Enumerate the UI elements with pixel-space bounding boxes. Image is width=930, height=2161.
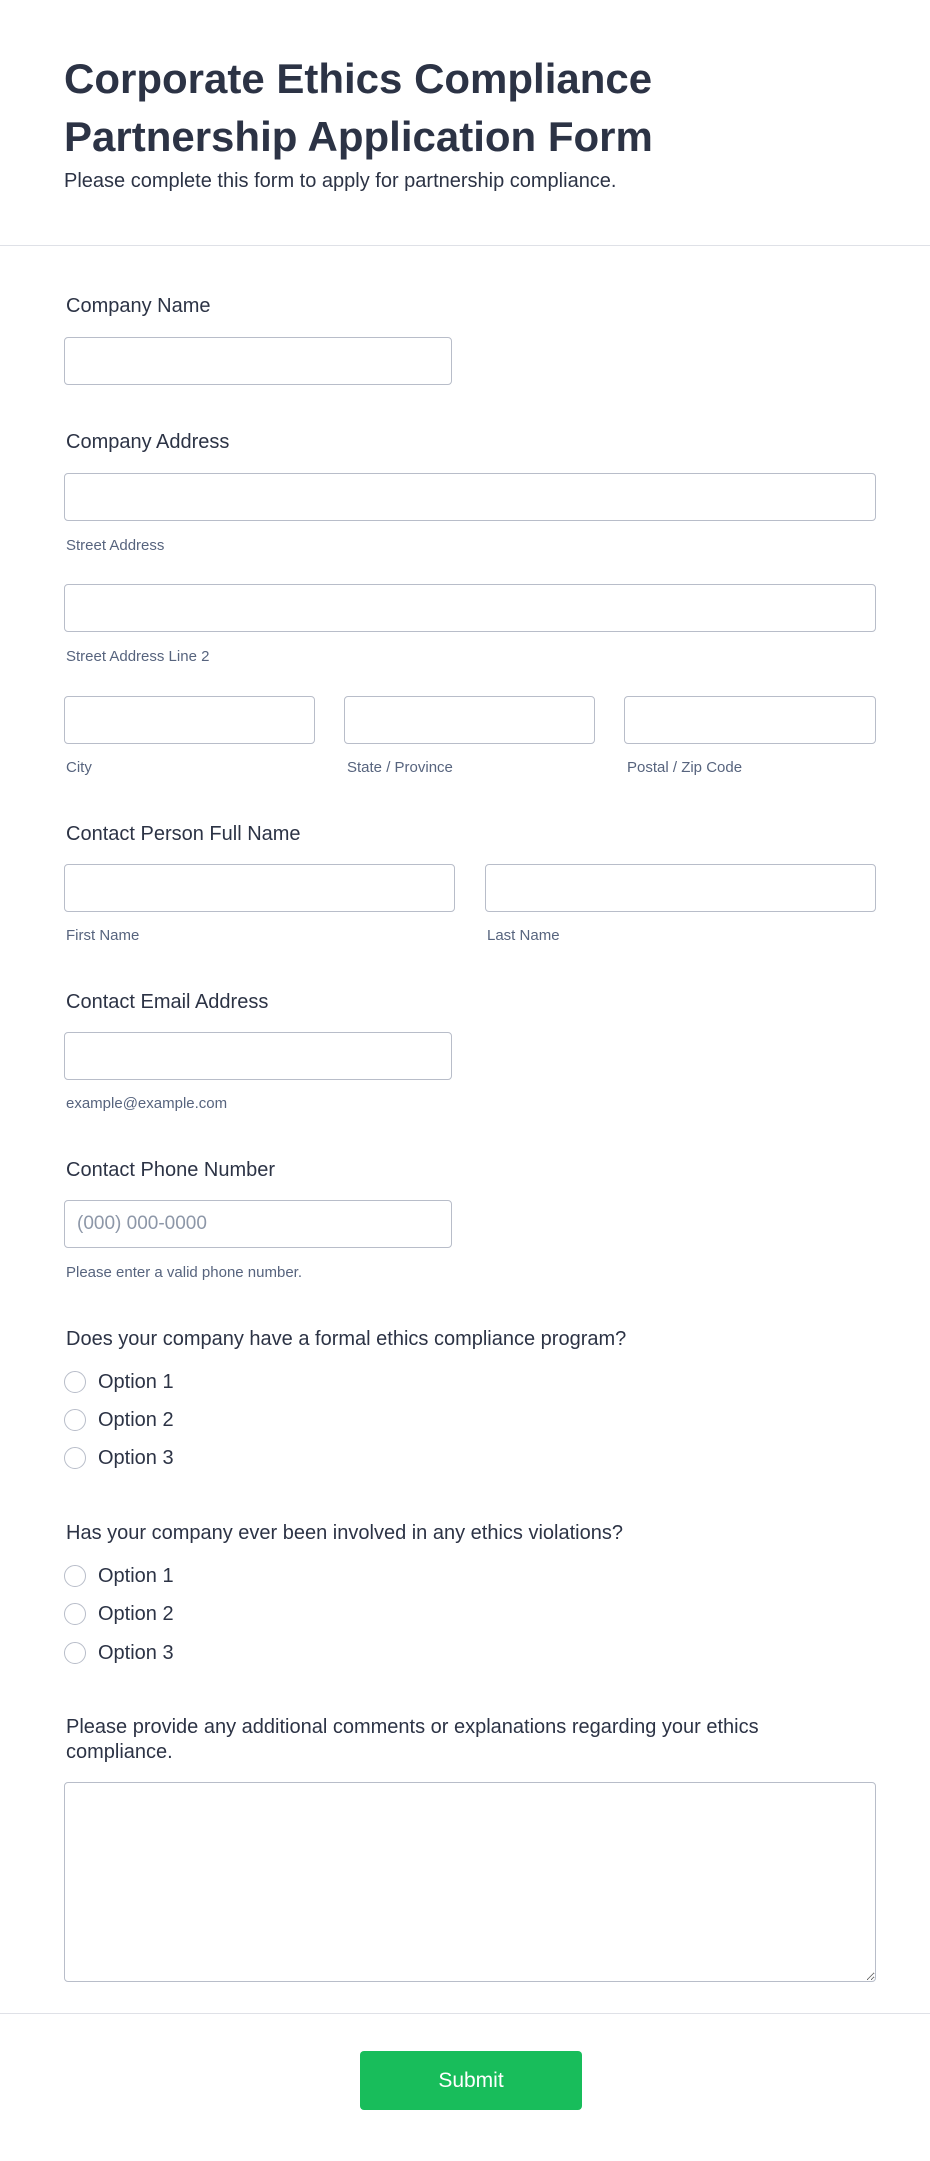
phone-sublabel: Please enter a valid phone number.: [66, 1264, 302, 1281]
phone-input[interactable]: [64, 1200, 452, 1248]
ethics-program-option-2[interactable]: [64, 1407, 174, 1433]
email-input[interactable]: [64, 1032, 452, 1080]
submit-button[interactable]: Submit: [360, 2051, 582, 2110]
radio-button[interactable]: [64, 1642, 86, 1664]
radio-button[interactable]: [64, 1447, 86, 1469]
contact-email-label: Contact Email Address: [66, 991, 269, 1013]
ethics-program-option-3[interactable]: [64, 1445, 174, 1471]
street-address-input[interactable]: [64, 473, 876, 521]
company-address-label: Company Address: [66, 431, 230, 453]
street-address-line2-sublabel: Street Address Line 2: [66, 648, 210, 665]
contact-phone-label: Contact Phone Number: [66, 1159, 276, 1181]
form-title: Corporate Ethics Compliance Partnership Application Form: [64, 55, 653, 160]
radio-button[interactable]: [64, 1565, 86, 1587]
comments-label: Please provide any additional comments or explanations regarding your ethics compliance.: [66, 1716, 759, 1763]
radio-label: Option 1: [98, 1564, 174, 1587]
zip-sublabel: Postal / Zip Code: [627, 759, 743, 776]
ethics-program-question: Does your company have a formal ethics compliance program?: [66, 1328, 627, 1350]
email-sublabel: example@example.com: [66, 1095, 228, 1112]
first-name-input[interactable]: [64, 864, 455, 912]
ethics-violations-option-2[interactable]: [64, 1601, 174, 1627]
footer-divider: [0, 2013, 930, 2014]
radio-label: Option 3: [98, 1641, 174, 1664]
form-subtitle: Please complete this form to apply for partnership compliance.: [64, 170, 617, 192]
contact-name-label: Contact Person Full Name: [66, 823, 301, 845]
company-name-label: Company Name: [66, 295, 211, 317]
street-address-sublabel: Street Address: [66, 537, 165, 554]
zip-input[interactable]: [624, 696, 876, 744]
ethics-violations-option-3[interactable]: [64, 1640, 174, 1666]
company-name-input[interactable]: [64, 337, 452, 385]
last-name-sublabel: Last Name: [487, 927, 560, 944]
radio-label: Option 1: [98, 1370, 174, 1393]
city-input[interactable]: [64, 696, 315, 744]
comments-textarea[interactable]: [64, 1782, 876, 1982]
radio-label: Option 2: [98, 1602, 174, 1625]
first-name-sublabel: First Name: [66, 927, 140, 944]
street-address-line2-input[interactable]: [64, 584, 876, 632]
ethics-violations-option-1[interactable]: [64, 1563, 174, 1589]
radio-button[interactable]: [64, 1409, 86, 1431]
form-header: [64, 50, 884, 193]
radio-label: Option 2: [98, 1408, 174, 1431]
radio-label: Option 3: [98, 1446, 174, 1469]
city-sublabel: City: [66, 759, 92, 776]
state-sublabel: State / Province: [347, 759, 453, 776]
radio-button[interactable]: [64, 1603, 86, 1625]
header-divider: [0, 245, 930, 246]
state-input[interactable]: [344, 696, 595, 744]
radio-button[interactable]: [64, 1371, 86, 1393]
last-name-input[interactable]: [485, 864, 876, 912]
ethics-program-option-1[interactable]: [64, 1369, 174, 1395]
ethics-violations-question: Has your company ever been involved in any ethics violations?: [66, 1522, 623, 1544]
